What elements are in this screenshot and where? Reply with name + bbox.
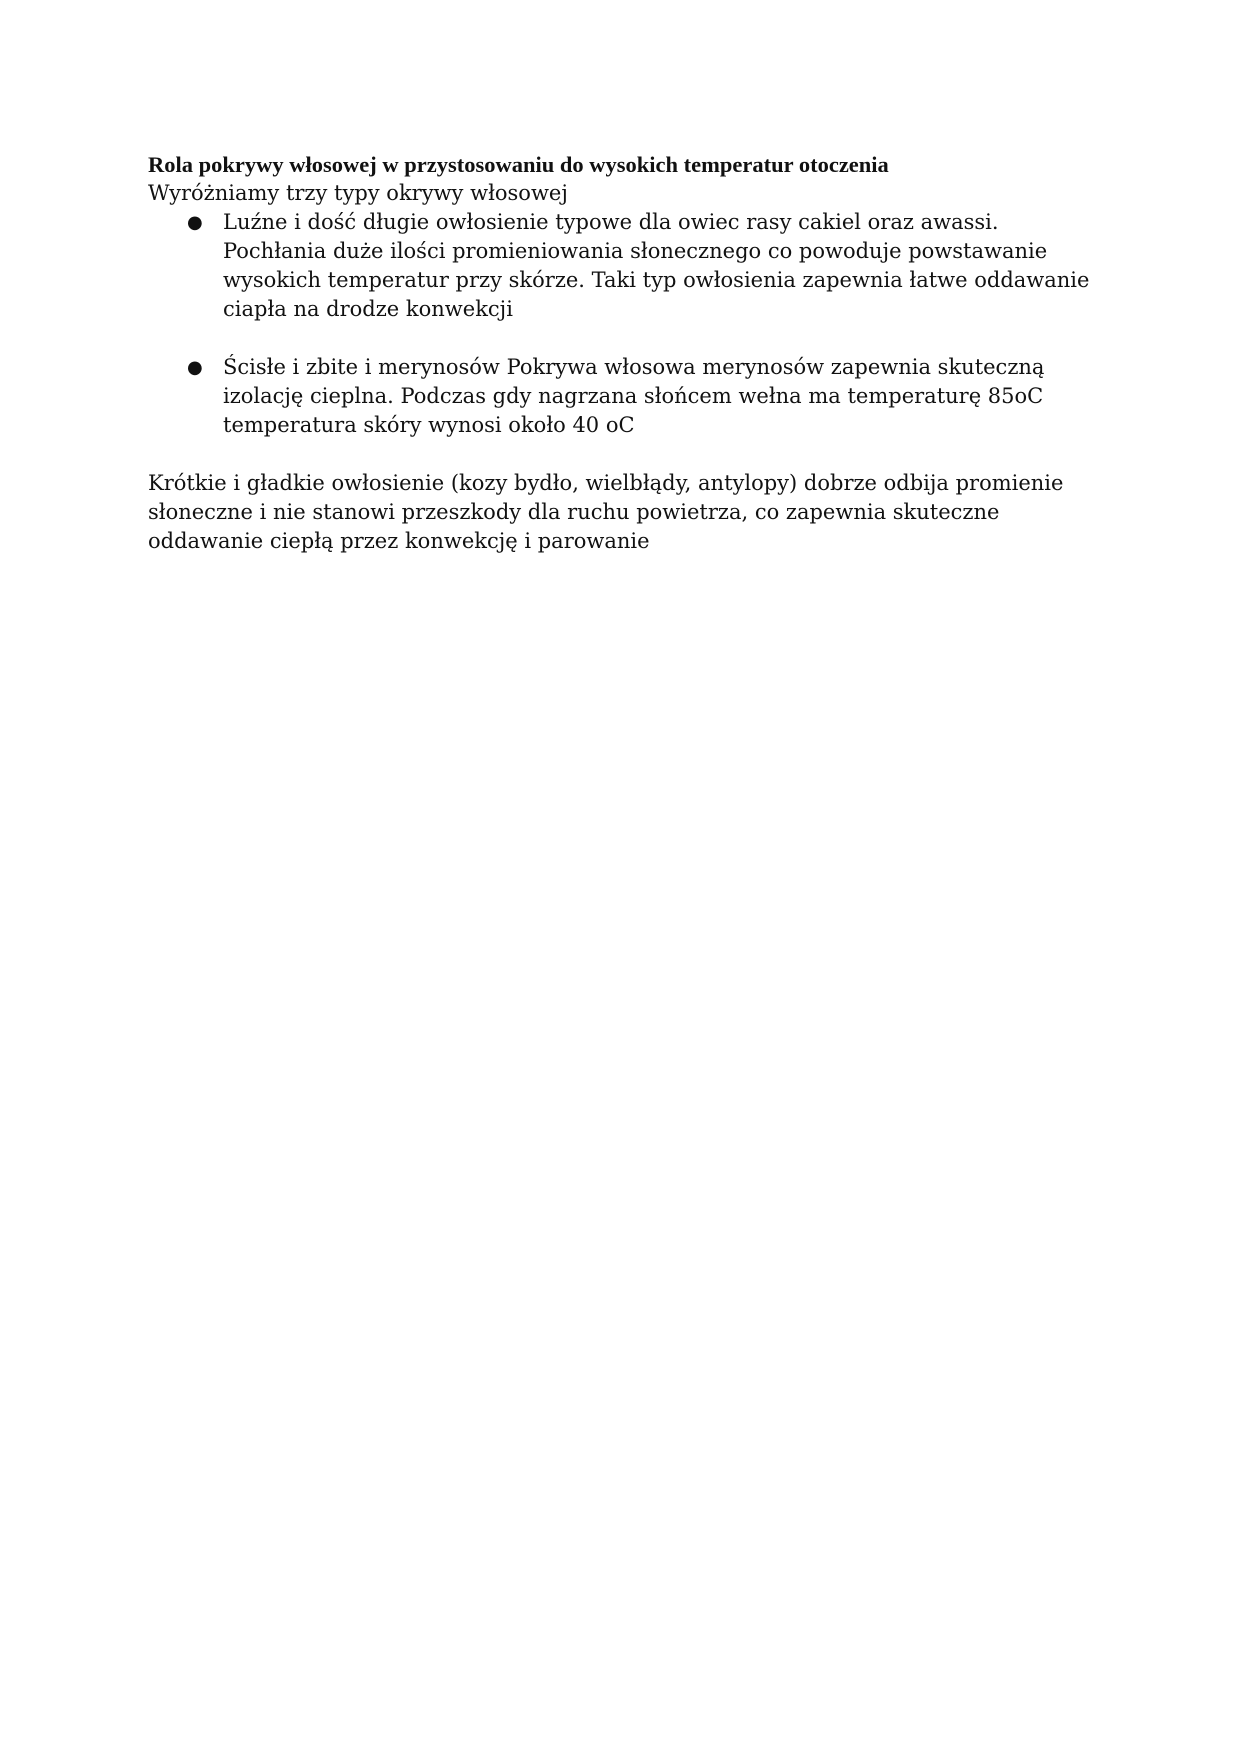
list-item	[148, 353, 1108, 440]
document-body	[148, 150, 1108, 556]
bullet-dot-icon: ●	[187, 212, 203, 233]
intro-line: Wyróżniamy trzy typy okrywy włosowej	[148, 181, 568, 205]
body-paragraph: Krótkie i gładkie owłosienie (kozy bydło, wielbłądy, antylopy) dobrze odbija promienie słoneczne i nie stanowi przeszkody dla ruchu powietrza, co zapewnia skuteczne oddawanie ciepłą przez konwekcję i parowanie	[148, 471, 1064, 553]
document-title: Rola pokrywy włosowej w przystosowaniu do wysokich temperatur otoczenia	[148, 152, 889, 177]
bullet-dot-icon: ●	[187, 357, 203, 378]
list-item-text: Luźne i dość długie owłosienie typowe dla owiec rasy cakiel oraz awassi. Pochłania duże ilości promieniowania słonecznego co powoduje powstawanie wysokich temperatur przy skórze. Taki typ owłosienia zapewnia łatwe oddawanie ciapła na drodze konwekcji	[223, 210, 1090, 321]
list-item	[148, 208, 1108, 324]
bullet-list	[148, 208, 1108, 440]
list-item-text: Ścisłe i zbite i merynosów Pokrywa włosowa merynosów zapewnia skuteczną izolację cieplna. Podczas gdy nagrzana słońcem wełna ma temperaturę 85oC temperatura skóry wynosi około 40 oC	[223, 355, 1045, 437]
